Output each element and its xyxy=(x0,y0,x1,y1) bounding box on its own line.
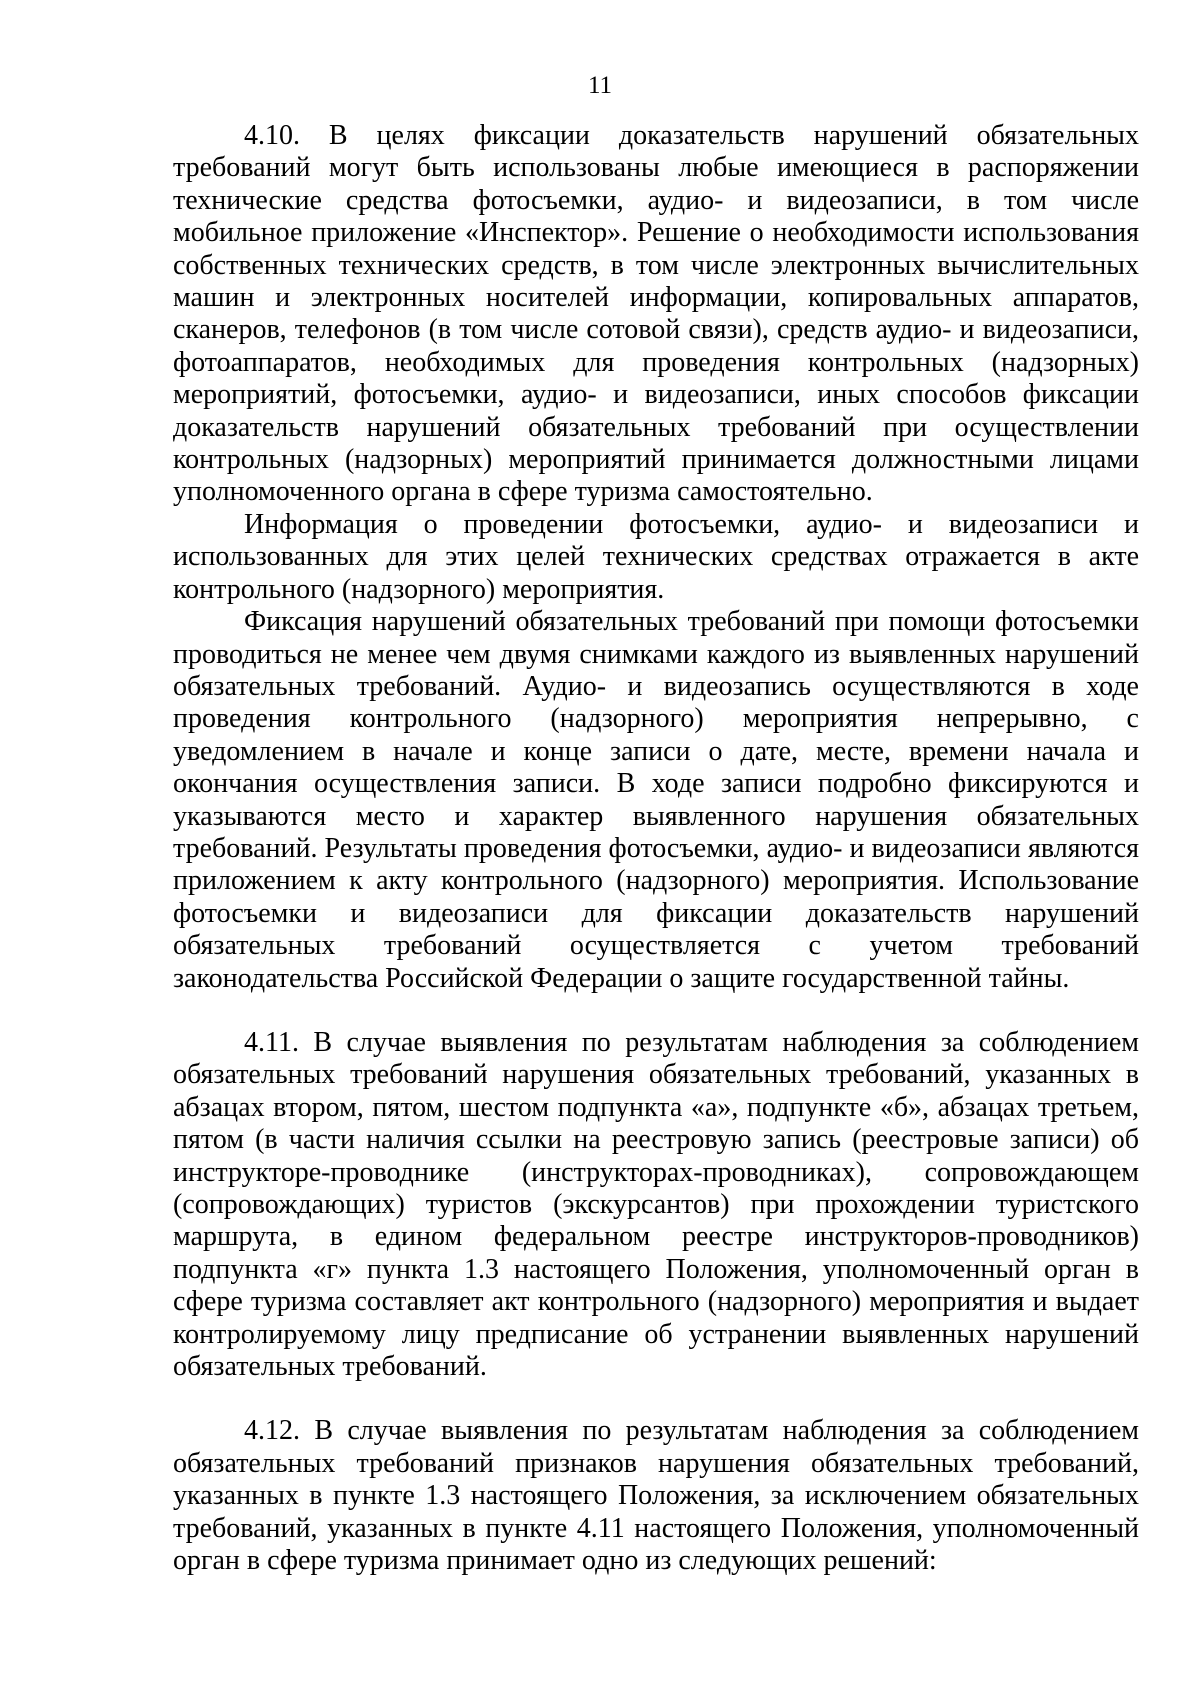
paragraph-4-10-fixation: Фиксация нарушений обязательных требований при помощи фотосъемки проводиться не менее чем двумя снимками каждого из выявленных нарушений обязательных требований. Аудио- и видеозапись осуществляются в ходе проведения контрольного (надзорного) мероприятия непрерывно, с уведомлением в начале и конце записи о дате, месте, времени начала и окончания осуществления записи. В ходе записи подробно фиксируются и указываются место и характер выявленного нарушения обязательных требований. Результаты проведения фотосъемки, аудио- и видеозаписи являются приложением к акту контрольного (надзорного) мероприятия. Использование фотосъемки и видеозаписи для фиксации доказательств нарушений обязательных требований осуществляется с учетом требований законодательства Российской Федерации о защите государственной тайны. xyxy=(173,606,1139,994)
paragraph-4-12: 4.12. В случае выявления по результатам наблюдения за соблюдением обязательных требований признаков нарушения обязательных требований, указанных в пункте 1.3 настоящего Положения, за исключением обязательных требований, указанных в пункте 4.11 настоящего Положения, уполномоченный орган в сфере туризма принимает одно из следующих решений: xyxy=(173,1415,1139,1577)
paragraph-4-10: 4.10. В целях фиксации доказательств нарушений обязательных требований могут быть использованы любые имеющиеся в распоряжении технические средства фотосъемки, аудио- и видеозаписи, в том числе мобильное приложение «Инспектор». Решение о необходимости использования собственных технических средств, в том числе электронных вычислительных машин и электронных носителей информации, копировальных аппаратов, сканеров, телефонов (в том числе сотовой связи), средств аудио- и видеозаписи, фотоаппаратов, необходимых для проведения контрольных (надзорных) мероприятий, фотосъемки, аудио- и видеозаписи, иных способов фиксации доказательств нарушений обязательных требований при осуществлении контрольных (надзорных) мероприятий принимается должностными лицами уполномоченного органа в сфере туризма самостоятельно. xyxy=(173,120,1139,508)
document-body xyxy=(173,120,1139,1577)
paragraph-4-10-info: Информация о проведении фотосъемки, аудио- и видеозаписи и использованных для этих целей технических средствах отражается в акте контрольного (надзорного) мероприятия. xyxy=(173,508,1139,605)
paragraph-4-11: 4.11. В случае выявления по результатам наблюдения за соблюдением обязательных требований нарушения обязательных требований, указанных в абзацах втором, пятом, шестом подпункта «а», подпункте «б», абзацах третьем, пятом (в части наличия ссылки на реестровую запись (реестровые записи) об инструкторе-проводнике (инструкторах-проводниках), сопровождающем (сопровождающих) туристов (экскурсантов) при прохождении туристского маршрута, в едином федеральном реестре инструкторов-проводников) подпункта «г» пункта 1.3 настоящего Положения, уполномоченный орган в сфере туризма составляет акт контрольного (надзорного) мероприятия и выдает контролируемому лицу предписание об устранении выявленных нарушений обязательных требований. xyxy=(173,1026,1139,1383)
page-number: 11 xyxy=(587,72,613,99)
